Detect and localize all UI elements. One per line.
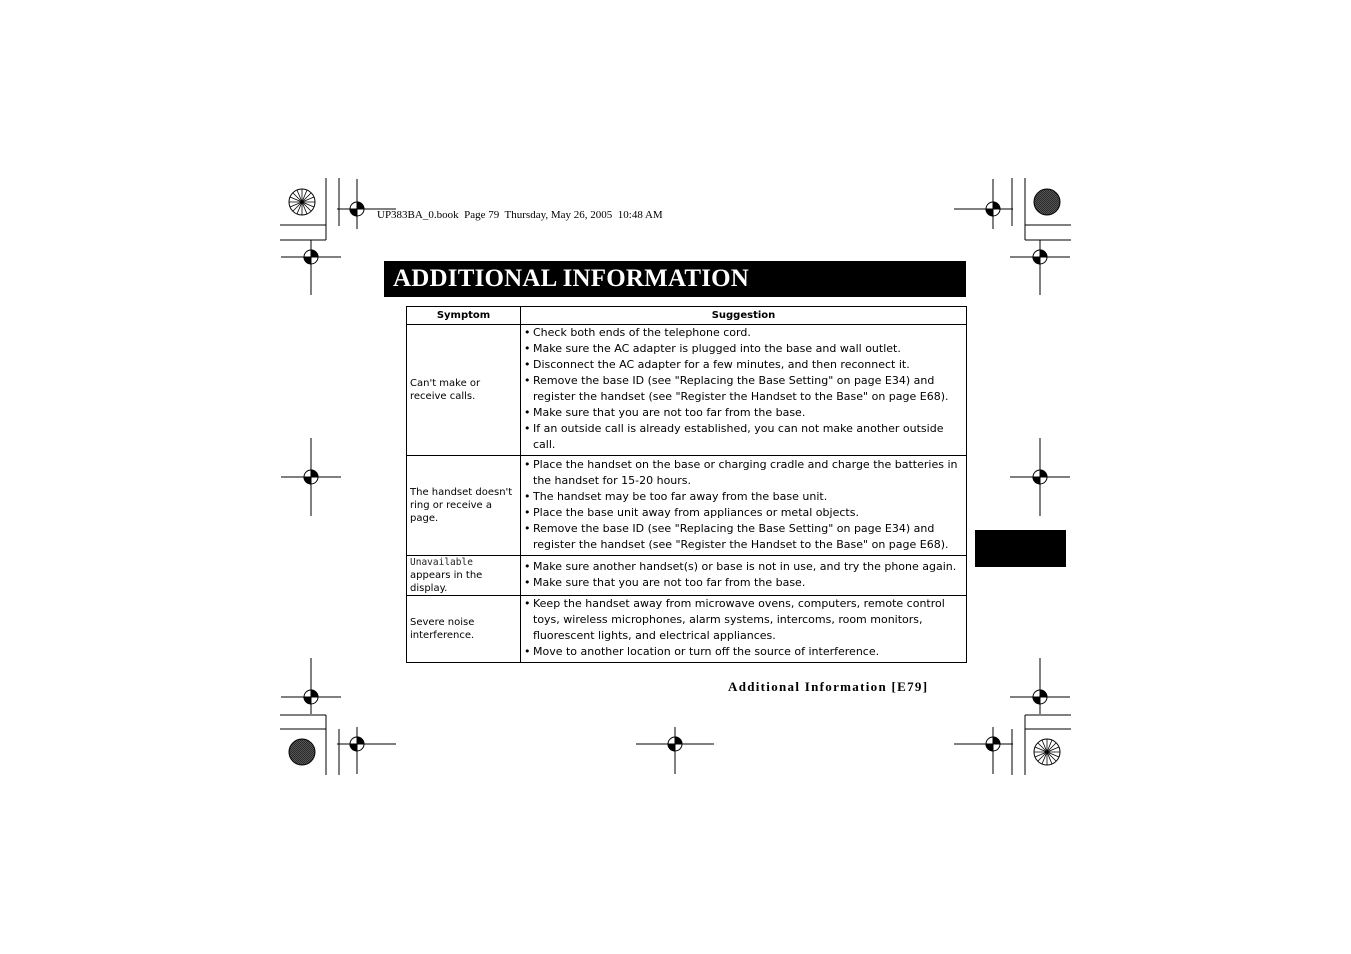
print-job-header: UP383BA_0.book Page 79 Thursday, May 26, 2005 10:48 AM xyxy=(377,209,663,221)
suggestion-cell xyxy=(521,456,967,556)
list-item: • Disconnect the AC adapter for a few minutes, and then reconnect it. xyxy=(524,357,962,373)
table-row xyxy=(407,556,967,596)
suggestion-list xyxy=(521,596,966,662)
symptom-cell: Can't make or receive calls. xyxy=(407,325,521,456)
list-item: • Check both ends of the telephone cord. xyxy=(524,325,962,341)
troubleshooting-table xyxy=(406,306,967,663)
suggestion-list xyxy=(521,457,966,555)
list-item: • Make sure the AC adapter is plugged into the base and wall outlet. xyxy=(524,341,962,357)
page-footer: Additional Information [E79] xyxy=(728,679,929,694)
list-item: • Place the base unit away from appliances or metal objects. xyxy=(524,505,962,521)
list-item: • Remove the base ID (see "Replacing the Base Setting" on page E34) and register the handset (see "Register the Handset to the Base" on page E68). xyxy=(524,521,962,553)
symptom-cell: Severe noise interference. xyxy=(407,596,521,663)
table-row xyxy=(407,596,967,663)
suggestion-cell xyxy=(521,596,967,663)
list-item: • Make sure another handset(s) or base is not in use, and try the phone again. xyxy=(524,559,962,575)
chapter-thumb-tab xyxy=(975,530,1066,567)
table-row xyxy=(407,325,967,456)
list-item: • Keep the handset away from microwave ovens, computers, remote control toys, wireless microphones, alarm systems, intercoms, room monitors, fluorescent lights, and electrical appliances. xyxy=(524,596,962,644)
list-item: • Remove the base ID (see "Replacing the Base Setting" on page E34) and register the handset (see "Register the Handset to the Base" on page E68). xyxy=(524,373,962,405)
list-item: • If an outside call is already established, you can not make another outside call. xyxy=(524,421,962,453)
column-header-symptom: Symptom xyxy=(407,307,521,325)
list-item: • Make sure that you are not too far from the base. xyxy=(524,405,962,421)
section-title-bar xyxy=(384,261,966,297)
suggestion-cell xyxy=(521,556,967,596)
list-item: • The handset may be too far away from the base unit. xyxy=(524,489,962,505)
column-header-suggestion: Suggestion xyxy=(521,307,967,325)
table-header-row xyxy=(407,307,967,325)
symptom-text: appears in the display. xyxy=(410,570,483,594)
symptom-cell: The handset doesn't ring or receive a page. xyxy=(407,456,521,556)
suggestion-list xyxy=(521,559,966,593)
table-row xyxy=(407,456,967,556)
list-item: • Place the handset on the base or charging cradle and charge the batteries in the handset for 15-20 hours. xyxy=(524,457,962,489)
suggestion-list xyxy=(521,325,966,455)
list-item: • Move to another location or turn off the source of interference. xyxy=(524,644,962,660)
symptom-cell xyxy=(407,556,521,596)
section-title: ADDITIONAL INFORMATION xyxy=(393,265,750,292)
display-message-text: Unavailable xyxy=(410,557,473,568)
suggestion-cell xyxy=(521,325,967,456)
list-item: • Make sure that you are not too far from the base. xyxy=(524,575,962,591)
